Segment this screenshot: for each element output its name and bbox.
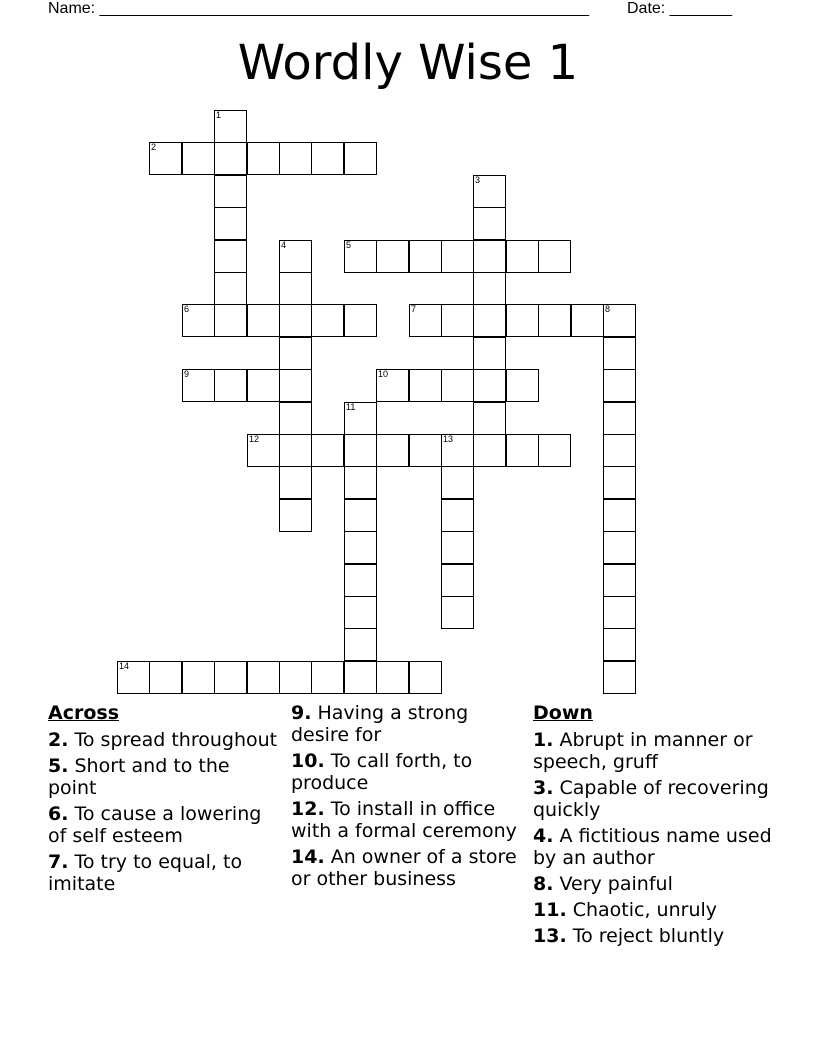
crossword-cell[interactable] [344,499,377,532]
date-field-label: Date: _______ [627,0,732,17]
crossword-cell[interactable] [182,304,215,337]
crossword-cell[interactable] [473,434,506,467]
clue-number-label: 4 [281,240,287,250]
clue-number-label: 12 [249,434,260,444]
clue-text: A fictitious name used by an author [533,825,772,869]
crossword-cell[interactable] [214,661,247,694]
crossword-cell[interactable] [344,531,377,564]
crossword-cell[interactable] [376,369,409,402]
clue-text: To call forth, to produce [291,750,473,794]
clue-across-9 [291,702,527,746]
name-field-label: Name: _______________________________________________________ [48,0,589,17]
crossword-cell[interactable] [214,240,247,273]
crossword-cell[interactable] [117,661,150,694]
clue-number: 1. [533,729,554,751]
crossword-cell[interactable] [473,369,506,402]
crossword-cell[interactable] [214,142,247,175]
clue-down-1 [533,729,773,773]
crossword-cell[interactable] [279,304,312,337]
clue-number: 9. [291,702,312,724]
clue-text: Very painful [559,873,673,895]
crossword-cell[interactable] [344,564,377,597]
crossword-cell[interactable] [538,434,571,467]
crossword-cell[interactable] [409,304,442,337]
clue-number: 6. [48,803,69,825]
crossword-cell[interactable] [603,434,636,467]
crossword-cell[interactable] [441,564,474,597]
crossword-cell[interactable] [344,466,377,499]
crossword-cell[interactable] [376,240,409,273]
clue-number: 2. [48,729,69,751]
crossword-cell[interactable] [279,434,312,467]
clue-across-6 [48,803,280,847]
crossword-cell[interactable] [344,402,377,435]
crossword-cell[interactable] [247,142,280,175]
clue-number-label: 1 [216,110,222,120]
clue-text: To try to equal, to imitate [48,851,243,895]
clue-text: To spread throughout [74,729,278,751]
crossword-cell[interactable] [538,240,571,273]
crossword-cell[interactable] [182,369,215,402]
clue-number: 7. [48,851,69,873]
crossword-cell[interactable] [311,434,344,467]
crossword-cell[interactable] [441,499,474,532]
crossword-cell[interactable] [247,661,280,694]
crossword-cell[interactable] [473,272,506,305]
crossword-cell[interactable] [344,304,377,337]
clue-across-10 [291,750,527,794]
crossword-cell[interactable] [376,434,409,467]
crossword-cell[interactable] [506,240,539,273]
clue-number: 8. [533,873,554,895]
crossword-cell[interactable] [441,240,474,273]
clue-number-label: 7 [411,304,417,314]
crossword-cell[interactable] [149,661,182,694]
crossword-cell[interactable] [441,434,474,467]
clue-number: 12. [291,798,325,820]
crossword-cell[interactable] [409,240,442,273]
clue-number: 10. [291,750,325,772]
crossword-cell[interactable] [506,369,539,402]
crossword-cell[interactable] [473,337,506,370]
crossword-cell[interactable] [279,142,312,175]
crossword-cell[interactable] [279,272,312,305]
clue-down-13 [533,925,773,947]
crossword-cell[interactable] [409,661,442,694]
crossword-cell[interactable] [376,661,409,694]
crossword-cell[interactable] [311,661,344,694]
crossword-cell[interactable] [344,434,377,467]
crossword-cell[interactable] [344,596,377,629]
clue-number-label: 10 [378,369,389,379]
crossword-cell[interactable] [214,110,247,143]
clue-text: Short and to the point [48,755,230,799]
crossword-cell[interactable] [409,434,442,467]
crossword-cell[interactable] [571,304,604,337]
clue-down-11 [533,899,773,921]
crossword-cell[interactable] [473,402,506,435]
crossword-cell[interactable] [506,304,539,337]
crossword-cell[interactable] [214,175,247,208]
crossword-cell[interactable] [214,272,247,305]
clue-number: 14. [291,846,325,868]
clue-number-label: 6 [184,304,190,314]
crossword-cell[interactable] [247,369,280,402]
clue-text: Chaotic, unruly [572,899,718,921]
clue-text: Having a strong desire for [291,702,469,746]
crossword-cell[interactable] [344,628,377,661]
crossword-cell[interactable] [603,564,636,597]
clue-number: 5. [48,755,69,777]
clue-number: 11. [533,899,567,921]
crossword-cell[interactable] [247,434,280,467]
crossword-cell[interactable] [279,369,312,402]
clue-number-label: 11 [346,402,356,412]
crossword-cell[interactable] [603,369,636,402]
clue-down-8 [533,873,773,895]
clue-number: 3. [533,777,554,799]
clue-down-4 [533,825,773,869]
crossword-cell[interactable] [473,207,506,240]
crossword-cell[interactable] [279,661,312,694]
crossword-cell[interactable] [344,142,377,175]
crossword-cell[interactable] [603,628,636,661]
crossword-cell[interactable] [603,661,636,694]
crossword-cell[interactable] [473,240,506,273]
clue-number-label: 5 [346,240,352,250]
crossword-cell[interactable] [603,531,636,564]
clue-number-label: 9 [184,369,190,379]
clue-across-2 [48,729,280,751]
down-heading: Down [533,702,593,724]
clue-number-label: 13 [443,434,454,444]
crossword-cell[interactable] [603,337,636,370]
across-clues-column-2 [291,702,527,894]
clue-number-label: 14 [119,661,130,671]
crossword-cell[interactable] [214,304,247,337]
crossword-cell[interactable] [247,304,280,337]
clue-text: To reject bluntly [572,925,725,947]
crossword-cell[interactable] [603,304,636,337]
crossword-cell[interactable] [279,499,312,532]
crossword-cell[interactable] [441,466,474,499]
crossword-cell[interactable] [311,304,344,337]
clue-across-12 [291,798,527,842]
crossword-cell[interactable] [506,434,539,467]
clue-number-label: 8 [605,304,611,314]
crossword-cell[interactable] [214,207,247,240]
clue-across-7 [48,851,280,895]
crossword-cell[interactable] [279,337,312,370]
clue-text: To install in office with a formal ceremony [291,798,517,842]
clue-across-5 [48,755,280,799]
clue-text: To cause a lowering of self esteem [48,803,262,847]
crossword-cell[interactable] [279,240,312,273]
across-clues-column-1 [48,702,280,899]
clue-number-label: 2 [151,142,157,152]
crossword-cell[interactable] [182,661,215,694]
crossword-cell[interactable] [182,142,215,175]
clue-text: An owner of a store or other business [291,846,517,890]
clue-number: 4. [533,825,554,847]
crossword-cell[interactable] [473,175,506,208]
crossword-cell[interactable] [603,402,636,435]
crossword-cell[interactable] [603,596,636,629]
crossword-cell[interactable] [603,466,636,499]
crossword-cell[interactable] [441,596,474,629]
crossword-cell[interactable] [441,304,474,337]
crossword-cell[interactable] [409,369,442,402]
crossword-cell[interactable] [344,240,377,273]
crossword-cell[interactable] [279,466,312,499]
clue-text: Abrupt in manner or speech, gruff [533,729,753,773]
crossword-cell[interactable] [538,304,571,337]
clue-across-14 [291,846,527,890]
crossword-cell[interactable] [441,369,474,402]
clue-text: Capable of recovering quickly [533,777,769,821]
crossword-cell[interactable] [279,402,312,435]
across-heading: Across [48,702,120,724]
down-clues-column [533,702,773,951]
crossword-cell[interactable] [214,369,247,402]
clue-down-3 [533,777,773,821]
clue-number: 13. [533,925,567,947]
clue-number-label: 3 [475,175,481,185]
crossword-cell[interactable] [603,499,636,532]
crossword-cell[interactable] [473,304,506,337]
crossword-cell[interactable] [149,142,182,175]
crossword-cell[interactable] [441,531,474,564]
crossword-cell[interactable] [344,661,377,694]
page-title: Wordly Wise 1 [237,35,579,91]
crossword-cell[interactable] [311,142,344,175]
